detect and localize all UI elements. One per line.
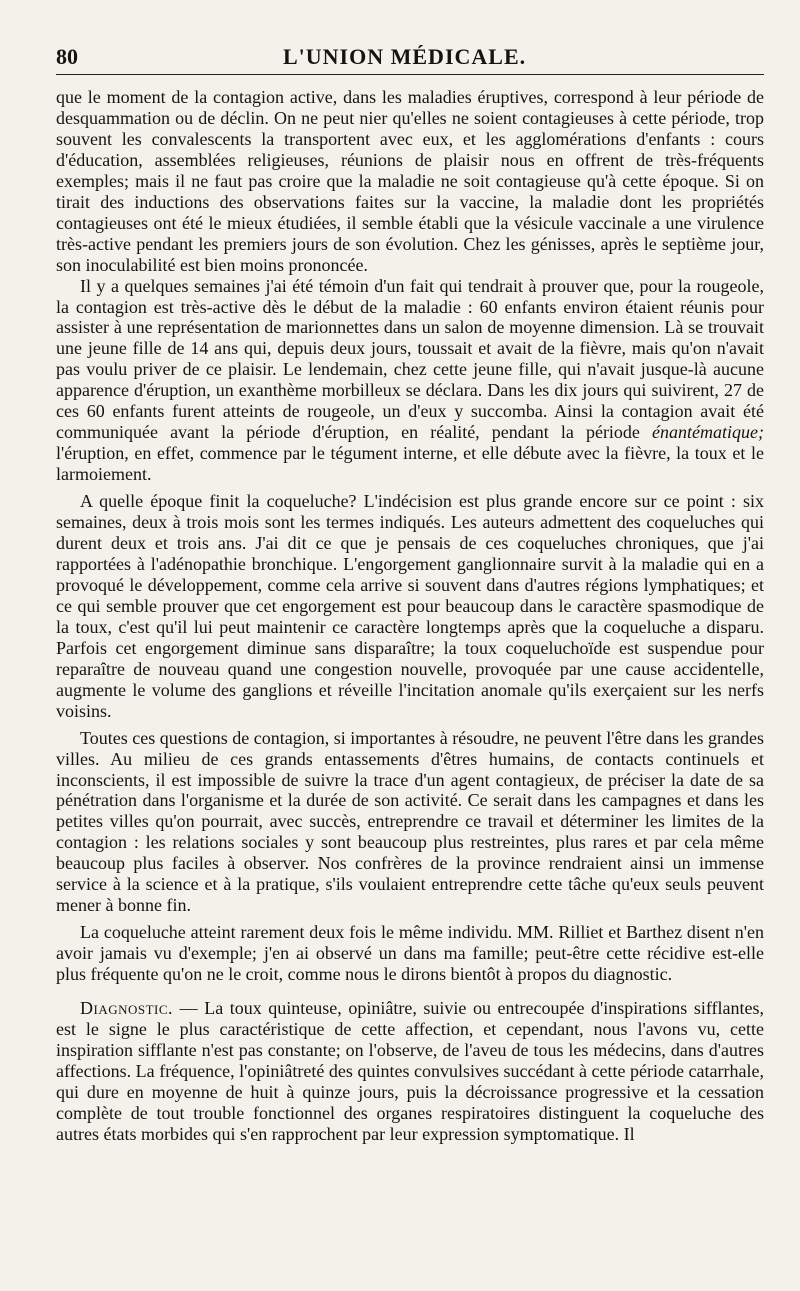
running-header bbox=[56, 44, 764, 75]
section-heading-diagnostic: Diagnostic. bbox=[80, 998, 174, 1019]
article-body bbox=[56, 87, 764, 1145]
paragraph-measles-case bbox=[56, 276, 764, 486]
paragraph-text: — La toux quinteuse, opiniâtre, suivie ou entrecoupée d'inspirations sifflantes, est le signe le plus caractéristique de cette affection, et cependant, nous l'avons vu, cette inspiration sifflante n'est pas constante; on l'observe, de l'aveu de tous les médecins, dans d'autres affections. La fréquence, l'opiniâtreté des quintes convulsives succédant à cette période catarrhale, qui dure en moyenne de huit à quinze jours, puis la décroissance progressive et la cessation complète de tout trouble fonctionnel des organes respiratoires distinguent la coqueluche des autres états morbides qui s'en rapprochent par leur expression symptomatique. Il bbox=[56, 998, 764, 1144]
journal-title: L'UNION MÉDICALE. bbox=[283, 44, 527, 69]
paragraph-recurrence: La coqueluche atteint rarement deux fois le même individu. MM. Rilliet et Barthez disent n'en avoir jamais vu d'exemple; j'en ai observé un dans ma famille; peut-être cette récidive est-elle plus fréquente qu'on ne le croit, comme nous le dirons bientôt à propos du diagnostic. bbox=[56, 922, 764, 985]
paragraph-text-continued: l'éruption, en effet, commence par le tégument interne, et elle débute avec la fièvre, la toux et le larmoiement. bbox=[56, 443, 764, 485]
paragraph-text: Il y a quelques semaines j'ai été témoin d'un fait qui tendrait à prouver que, pour la rougeole, la contagion est très-active dès le début de la maladie : 60 enfants environ étaient réunis pour assister à une représentation de marionnettes dans un salon de moyenne dimension. Là se trouvait une jeune fille de 14 ans qui, depuis deux jours, toussait et avait de la fièvre, mais qu'on n'avait pas voulu priver de ce plaisir. Le lendemain, chez cette jeune fille, qui n'avait jusque-là aucune apparence d'éruption, un exanthème morbilleux se déclara. Dans les dix jours qui suivirent, 27 de ces 60 enfants furent atteints de rougeole, un d'eux y succomba. Ainsi la contagion avait été communiquée avant la période d'éruption, en réalité, pendant la période bbox=[56, 275, 764, 443]
paragraph-diagnostic bbox=[56, 998, 764, 1145]
emphasis-term: énantématique; bbox=[652, 422, 764, 443]
paragraph-contagion-period: que le moment de la contagion active, dans les maladies éruptives, correspond à leur période de desquammation ou de déclin. On ne peut nier qu'elles ne soient contagieuses à cette période, trop souvent les convalescents la transportent avec eux, et les agglomérations d'enfants : cours d'éducation, assemblées religieuses, réunions de plaisir nous en offrent de très-fréquents exemples; mais il ne faut pas croire que la maladie ne soit contagieuse qu'à cette époque. Si on tirait des inductions des observations faites sur la vaccine, la maladie dont les propriétés contagieuses ont été le mieux étudiées, il semble établi que la vésicule vaccinale a une virulence très-active pendant les premiers jours de son évolution. Chez les génisses, après le septième jour, son inoculabilité est bien moins prononcée. bbox=[56, 87, 764, 275]
page-number: 80 bbox=[56, 44, 78, 69]
paragraph-contagion-questions: Toutes ces questions de contagion, si importantes à résoudre, ne peuvent l'être dans les grandes villes. Au milieu de ces grands entassements d'êtres humains, de contacts continuels et inconscients, il est impossible de suivre la trace d'un agent contagieux, de préciser la date de sa pénétration dans l'organisme et la durée de son activité. Ce serait dans les campagnes et dans les petites villes qu'on pourrait, avec succès, entreprendre ce travail et déterminer les limites de la contagion : les relations sociales y sont beaucoup plus restreintes, plus rares et par cela même beaucoup plus faciles à observer. Nos confrères de la province rendraient ainsi un immense service à la science et à la pratique, s'ils voulaient entreprendre cette tâche qu'eux seuls peuvent mener à bonne fin. bbox=[56, 727, 764, 916]
paragraph-whooping-cough-duration: A quelle époque finit la coqueluche? L'indécision est plus grande encore sur ce point : six semaines, deux à trois mois sont les termes indiqués. Les auteurs admettent des coqueluches qui durent deux et trois ans. J'ai dit ce que je pensais de ces coqueluches chroniques, que j'ai rapportées à l'adénopathie bronchique. L'engorgement ganglionnaire survit à la maladie qui en a provoqué le développement, comme cela arrive si souvent dans d'autres régions lymphatiques; et ce qui semble prouver que cet engorgement est pour beaucoup dans le caractère spasmodique de la toux, c'est qu'il lui peut maintenir ce caractère longtemps après que la coqueluche a disparu. Parfois cet engorgement diminue sans disparaître; la toux coqueluchoïde est suspendue pour reparaître de nouveau quand une congestion nouvelle, provoquée par une cause accidentelle, augmente le volume des ganglions et réveille l'incitation anomale qu'ils exerçaient sur les nerfs voisins. bbox=[56, 491, 764, 721]
